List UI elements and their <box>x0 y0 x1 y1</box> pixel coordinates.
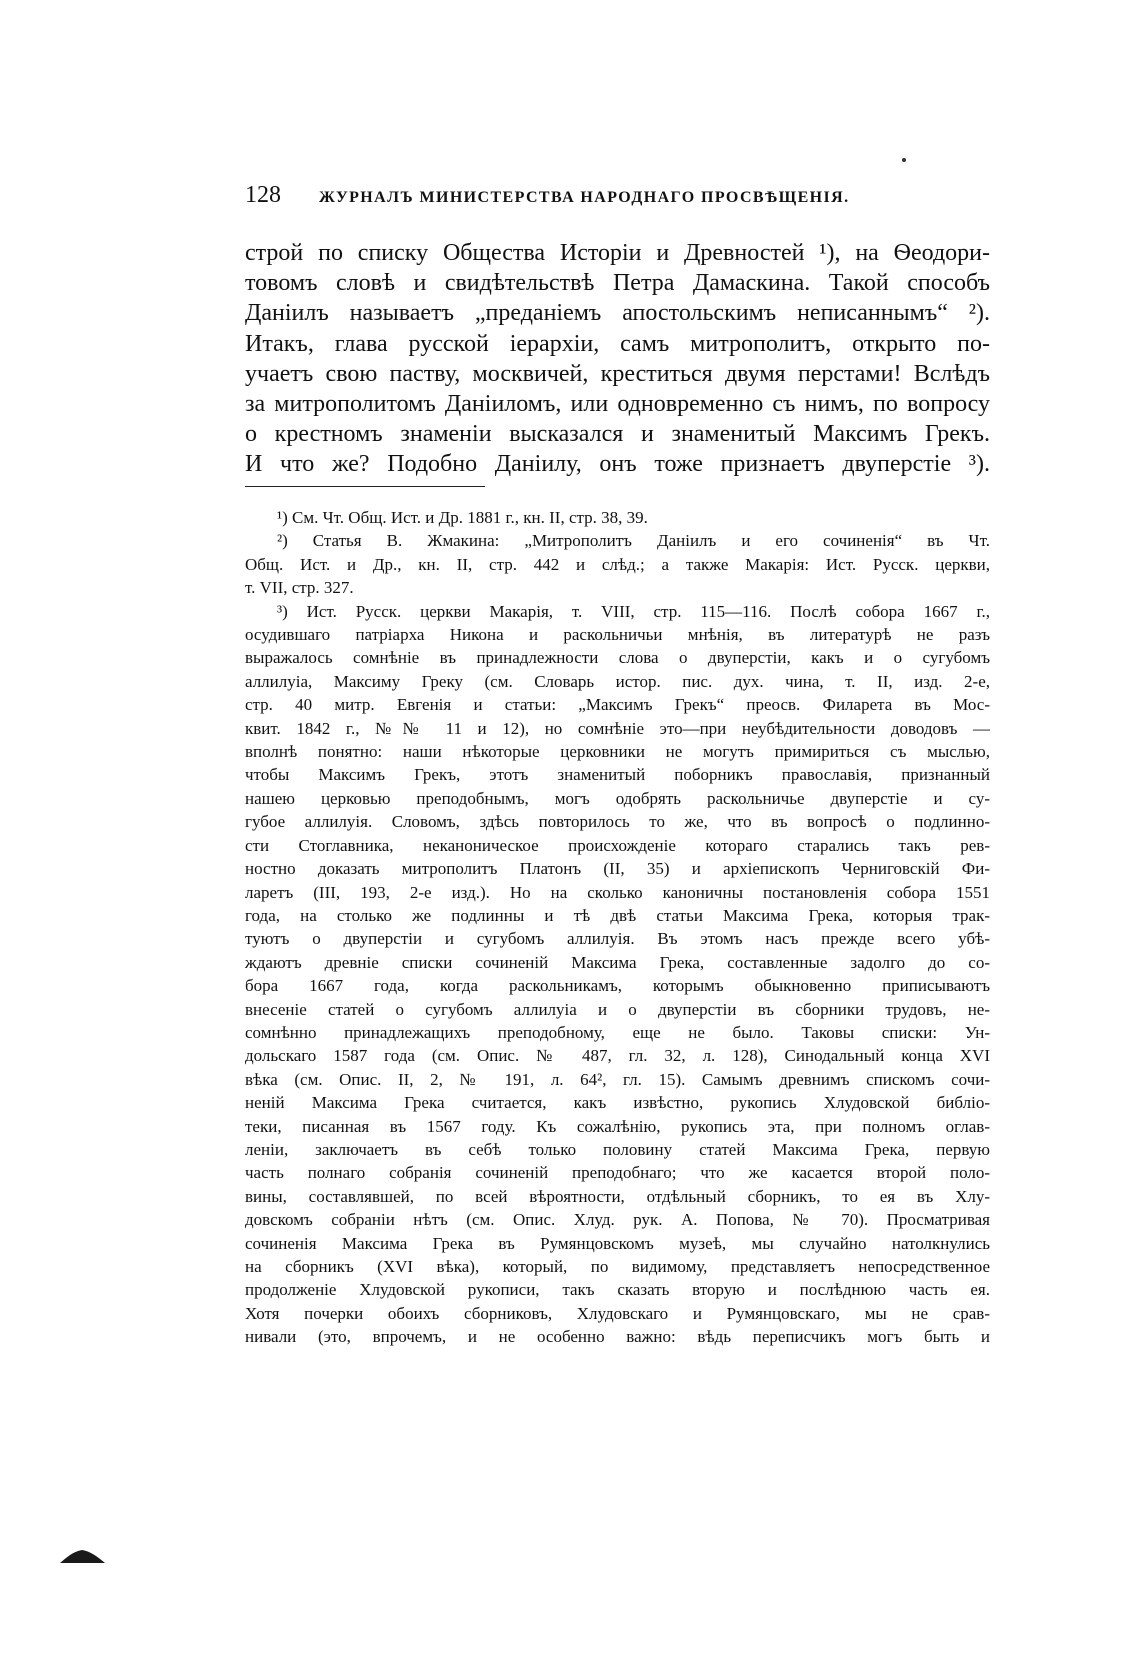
footnote-line: вины, составлявшей, по всей вѣроятности, отдѣльный сборникъ, то ея въ Хлу- <box>245 1186 990 1206</box>
page-number: 128 <box>245 182 281 208</box>
footnote-line: леніи, заключаетъ въ себѣ только половину статей Максима Грека, первую <box>245 1139 990 1159</box>
footnote-line: вполнѣ понятно: наши нѣкоторые церковники не могутъ примириться съ мыслью, <box>245 742 990 762</box>
footnote-line: чтобы Максимъ Грекъ, этотъ знаменитый поборникъ православія, признанный <box>245 765 990 785</box>
footnote-line: осудившаго патріарха Никона и раскольничьи мнѣнія, въ литературѣ не разъ <box>245 625 990 645</box>
footnote-line: бора 1667 года, когда раскольникамъ, которымъ обыкновенно приписываютъ <box>245 976 990 996</box>
footnotes-block <box>245 506 990 1349</box>
print-speck <box>902 158 906 162</box>
main-text-line: о крестномъ знаменіи высказался и знаменитый Максимъ Грекъ. <box>245 421 990 448</box>
footnote-line: года, на столько же подлинны и тѣ двѣ статьи Максима Грека, которыя трак- <box>245 905 990 925</box>
footnote-line: продолженіе Хлудовской рукописи, такъ сказать вторую и послѣднюю часть ея. <box>245 1280 990 1300</box>
footnote-line: сочиненія Максима Грека въ Румянцовскомъ музеѣ, мы случайно натолкнулись <box>245 1233 990 1253</box>
footnote-line: дольскаго 1587 года (см. Опис. № 487, гл. 32, л. 128), Синодальный конца XVI <box>245 1046 990 1066</box>
footnote-line: аллилуіа, Максиму Греку (см. Словарь истор. пис. дух. чина, т. II, изд. 2-е, <box>245 671 990 691</box>
footnote-line: Общ. Ист. и Др., кн. II, стр. 442 и слѣд.; а также Макарія: Ист. Русск. церкви, <box>245 554 990 574</box>
main-text-line: строй по списку Общества Исторіи и Древностей ¹), на Ѳеодори- <box>245 240 990 266</box>
footnote-line: довскомъ собраніи нѣтъ (см. Опис. Хлуд. рук. А. Попова, № 70). Просматривая <box>245 1210 990 1230</box>
main-text-block <box>245 238 990 480</box>
footnote-line: ларетъ (III, 193, 2-е изд.). Но на сколько каноничны постановленія собора 1551 <box>245 882 990 902</box>
footnote-line: ждаютъ древніе списки сочиненій Максима Грека, составленные задолго до со- <box>245 952 990 972</box>
footnote-line: туютъ о двуперстіи и сугубомъ аллилуія. Въ этомъ насъ прежде всего убѣ- <box>245 929 990 949</box>
footnote-line: теки, писанная въ 1567 году. Къ сожалѣнію, рукопись эта, при полномъ оглав- <box>245 1116 990 1136</box>
footnote-line: ¹) См. Чт. Общ. Ист. и Др. 1881 г., кн. II, стр. 38, 39. <box>277 508 648 527</box>
footnote-line: ²) Статья В. Жмакина: „Митрополитъ Даніилъ и его сочиненія“ въ Чт. <box>277 531 990 551</box>
footnote-line: т. VII, стр. 327. <box>245 578 354 598</box>
footnote-separator-rule <box>245 486 485 487</box>
footnote-line: ³) Ист. Русск. церкви Макарія, т. VIII, стр. 115—116. Послѣ собора 1667 г., <box>277 601 990 621</box>
footnote-line: часть полнаго собранія сочиненій преподобнаго; что же касается второй поло- <box>245 1163 990 1183</box>
page-header <box>245 182 1005 212</box>
footnote-line: сти Стоглавника, неканоническое происхожденіе котораго старались такъ рев- <box>245 835 990 855</box>
footnote-line: стр. 40 митр. Евгенія и статьи: „Максимъ Грекъ“ преосв. Филарета въ Мос- <box>245 695 990 715</box>
footnote-line: неній Максима Грека считается, какъ извѣстно, рукопись Хлудовской библіо- <box>245 1093 990 1113</box>
main-text-line: Итакъ, глава русской іерархіи, самъ митрополитъ, открыто по- <box>245 330 990 357</box>
ink-smudge-mark <box>58 1548 106 1564</box>
footnote-line: на сборникъ (XVI вѣка), который, по видимому, представляетъ непосредственное <box>245 1257 990 1276</box>
running-title: ЖУРНАЛЪ МИНИСТЕРСТВА НАРОДНАГО ПРОСВѢЩЕНІЯ. <box>319 189 850 206</box>
main-text-line: учаетъ свою паству, москвичей, креститься двумя перстами! Вслѣдъ <box>245 360 990 387</box>
main-text-line: И что же? Подобно Даніилу, онъ тоже признаетъ двуперстіе ³). <box>245 451 990 478</box>
footnote-line: выражалось сомнѣніе въ принадлежности слова о двуперстіи, какъ и о сугубомъ <box>245 648 990 668</box>
footnote-line: нивали (это, впрочемъ, и не особенно важно: вѣдь переписчикъ могъ быть и <box>245 1327 990 1347</box>
main-text-line: товомъ словѣ и свидѣтельствѣ Петра Дамаскина. Такой способъ <box>245 270 990 297</box>
main-text-line: Даніилъ называетъ „преданіемъ апостольскимъ неписаннымъ“ ²). <box>245 300 990 327</box>
footnote-line: сомнѣнно принадлежащихъ преподобному, еще не было. Таковы списки: Ун- <box>245 1022 990 1042</box>
footnote-line: Хотя почерки обоихъ сборниковъ, Хлудовскаго и Румянцовскаго, мы не срав- <box>245 1303 990 1323</box>
footnote-line: ностно доказать митрополитъ Платонъ (II, 35) и архіепископъ Черниговскій Фи- <box>245 859 990 879</box>
main-text-line: за митрополитомъ Даніиломъ, или одновременно съ нимъ, по вопросу <box>245 391 990 418</box>
footnote-line: квит. 1842 г., №№ 11 и 12), но сомнѣніе это—при неубѣдительности доводовъ — <box>245 718 990 738</box>
footnote-line: вѣка (см. Опис. II, 2, № 191, л. 64², гл. 15). Самымъ древнимъ спискомъ сочи- <box>245 1069 990 1089</box>
footnote-line: губое аллилуія. Словомъ, здѣсь повторилось то же, что въ вопросѣ о подлинно- <box>245 812 990 832</box>
footnote-line: нашею церковью преподобнымъ, могъ одобрять раскольничье двуперстіе и су- <box>245 788 990 808</box>
footnote-line: внесеніе статей о сугубомъ аллилуіа и о двуперстіи въ сборники трудовъ, не- <box>245 999 990 1019</box>
